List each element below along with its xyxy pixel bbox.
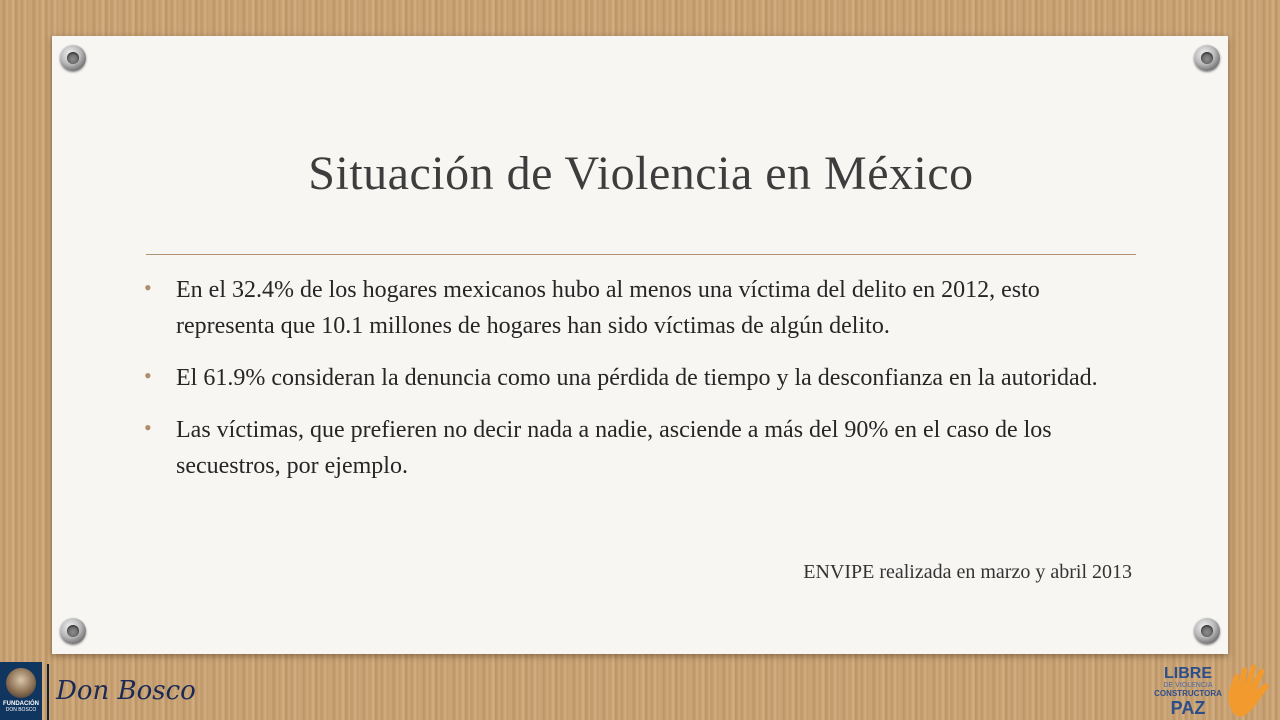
fundacion-don-bosco-logo [0,662,42,720]
grommet-icon [1194,45,1220,71]
violencia-word: DE VIOLENCIA [1163,682,1213,689]
bullet-item: • Las víctimas, que prefieren no decir nada a nadie, asciende a más del 90% en el caso de los secuestros, por ejemplo. [150,412,1130,484]
logo-text-line2: DON BOSCO [5,707,37,713]
bullet-list [150,272,1130,500]
source-citation: ENVIPE realizada en marzo y abril 2013 [803,561,1132,583]
grommet-icon [60,618,86,644]
grommet-icon [1194,618,1220,644]
libre-de-violencia-logo [1148,660,1276,720]
constructora-word: CONSTRUCTORA [1154,689,1222,698]
portrait-icon [6,668,36,698]
logo-divider [47,664,49,720]
don-bosco-wordmark: Don Bosco [56,676,196,706]
bullet-item: • En el 32.4% de los hogares mexicanos hubo al menos una víctima del delito en 2012, esto representa que 10.1 millones de hogares han sido víctimas de algún delito. [150,272,1130,344]
slide-title: Situación de Violencia en México [308,147,974,200]
libre-word: LIBRE [1164,665,1212,682]
title-divider [146,254,1136,255]
logo-text-line1: FUNDACIÓN [3,701,39,707]
hand-icon [1224,662,1274,718]
libre-text-block [1152,666,1224,717]
paz-word: PAZ [1170,698,1206,718]
grommet-icon [60,45,86,71]
bullet-item: • El 61.9% consideran la denuncia como una pérdida de tiempo y la desconfianza en la autoridad. [150,360,1130,396]
